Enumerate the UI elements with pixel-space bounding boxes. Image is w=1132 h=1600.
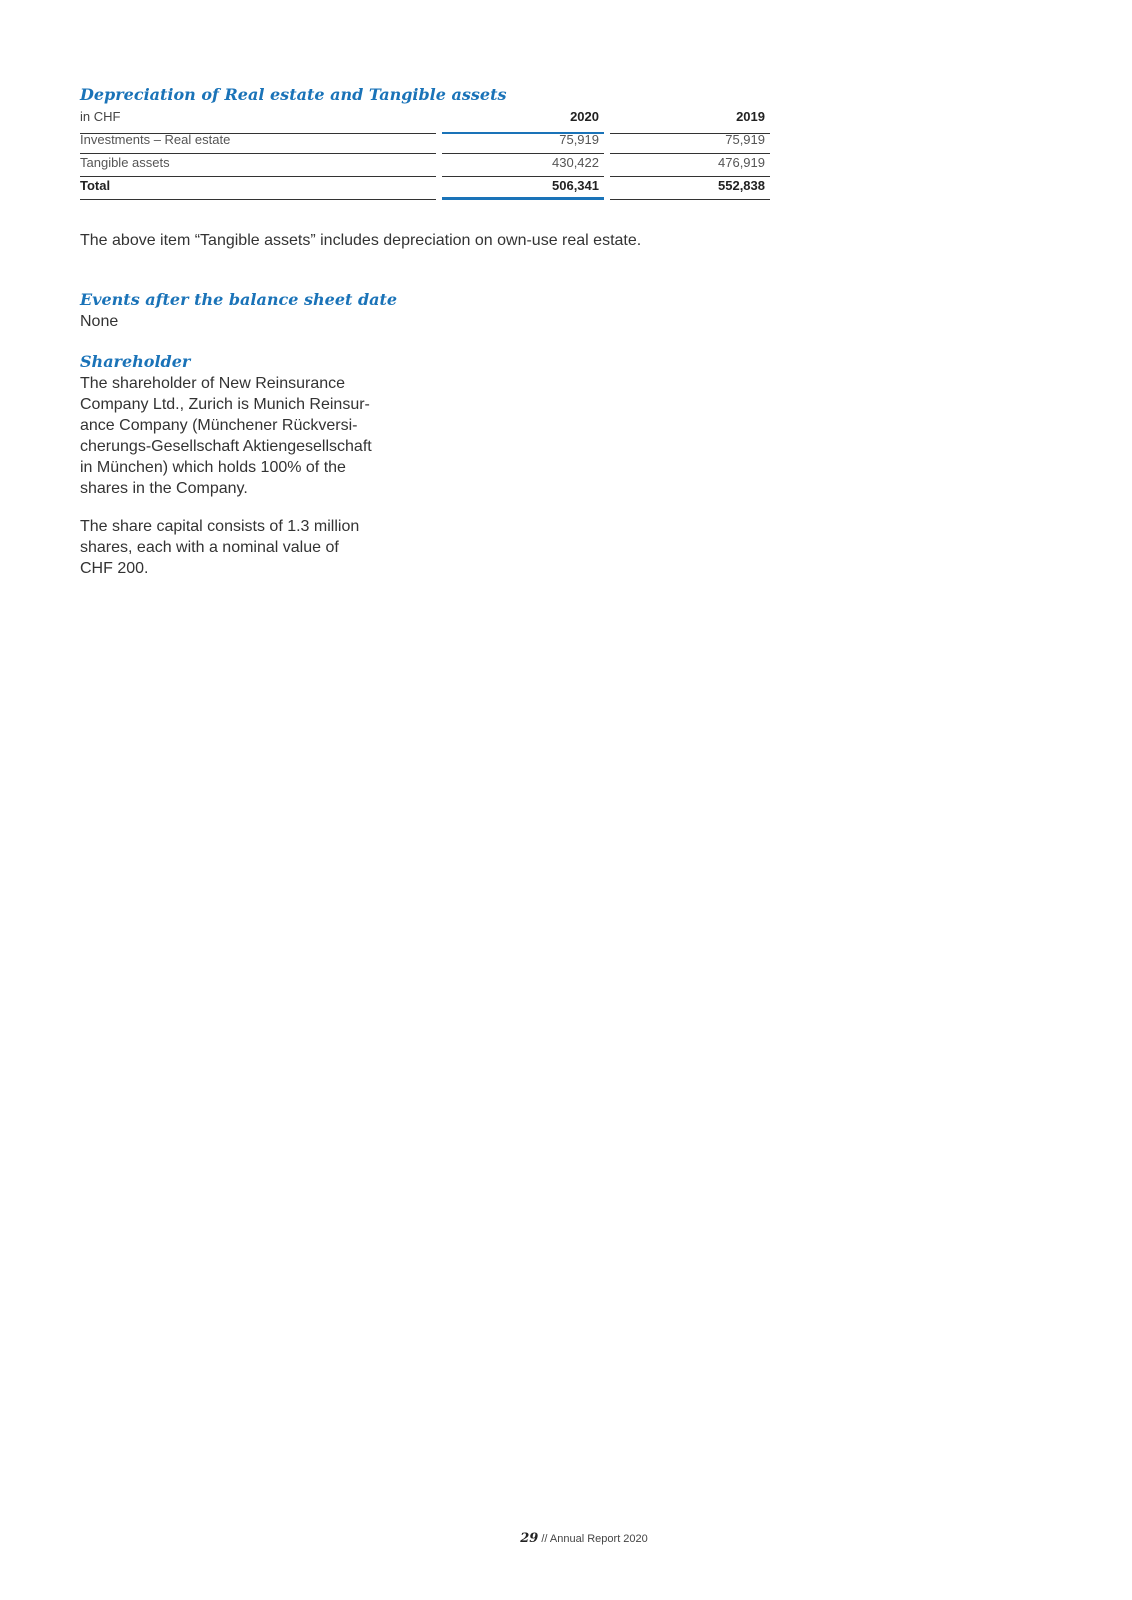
text-line: The share capital consists of 1.3 million	[80, 518, 360, 535]
page-number: 29	[520, 1531, 539, 1546]
text-line: Company Ltd., Zurich is Munich Reinsur-	[80, 396, 370, 413]
text-line: The shareholder of New Reinsurance	[80, 375, 346, 392]
events-title: Events after the balance sheet date	[80, 290, 398, 309]
share-capital-paragraph	[80, 516, 359, 579]
text-line: shares, each with a nominal value of	[80, 539, 339, 556]
row-label: Investments – Real estate	[80, 133, 436, 154]
shareholder-paragraph	[80, 373, 372, 499]
total-value-2020: 506,341	[442, 179, 604, 200]
row-value-2019: 476,919	[610, 156, 770, 177]
text-line: shares in the Company.	[80, 480, 248, 497]
column-header-2019: 2019	[610, 110, 770, 134]
unit-label: in CHF	[80, 110, 436, 134]
table-row	[80, 156, 770, 179]
text-line: CHF 200.	[80, 560, 149, 577]
shareholder-title: Shareholder	[80, 352, 191, 371]
table-row	[80, 133, 770, 156]
row-value-2019: 75,919	[610, 133, 770, 154]
text-line: in München) which holds 100% of the	[80, 459, 346, 476]
total-label: Total	[80, 179, 436, 200]
row-value-2020: 430,422	[442, 156, 604, 177]
events-text: None	[80, 313, 119, 330]
depreciation-table	[80, 110, 770, 202]
row-label: Tangible assets	[80, 156, 436, 177]
table-total-row	[80, 179, 770, 202]
text-line: cherungs-Gesellschaft Aktiengesellschaft	[80, 438, 372, 455]
total-value-2019: 552,838	[610, 179, 770, 200]
footer-separator: //	[538, 1533, 550, 1545]
page-footer	[0, 1531, 1132, 1546]
text-line: ance Company (Münchener Rückversi-	[80, 417, 358, 434]
depreciation-note: The above item “Tangible assets” includes depreciation on own-use real estate.	[80, 232, 642, 249]
column-header-2020: 2020	[442, 110, 604, 134]
row-value-2020: 75,919	[442, 133, 604, 154]
footer-report-title: Annual Report 2020	[549, 1533, 648, 1545]
depreciation-title: Depreciation of Real estate and Tangible assets	[80, 85, 507, 104]
table-header-row	[80, 110, 770, 133]
